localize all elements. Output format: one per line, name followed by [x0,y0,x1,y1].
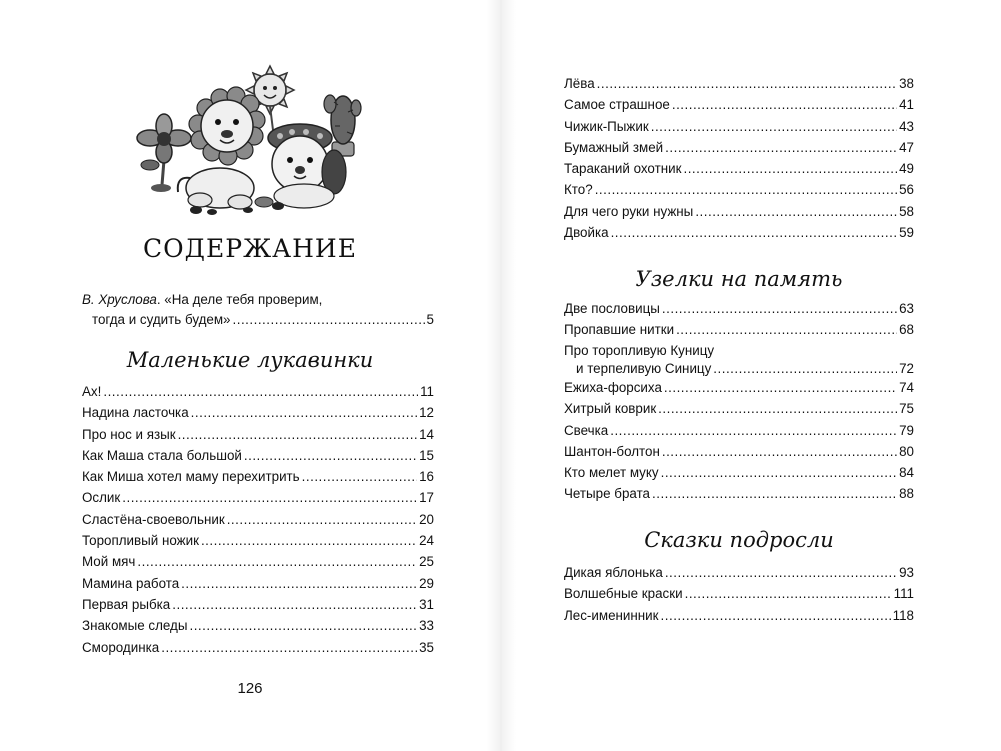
leader-dots [302,466,417,487]
leader-dots [201,530,417,551]
toc-item-page: 49 [899,161,914,177]
toc-item-page: 74 [899,380,914,395]
toc-item-page: 93 [899,565,914,580]
toc-item-page: 47 [899,139,914,155]
cactus-drawing [324,95,361,156]
leader-dots [597,73,897,94]
leader-dots [676,319,897,340]
toc-item-title: Бумажный змей [564,139,664,155]
toc-item-title: Надина ласточка [82,405,189,421]
leader-dots [665,137,897,158]
toc-item-page: 35 [419,639,434,655]
toc-item[interactable] [564,441,914,462]
contents-title: СОДЕРЖАНИЕ [143,234,357,263]
toc-item[interactable] [82,530,434,551]
toc-item-title: Знакомые следы [82,618,188,634]
lion-drawing [178,87,265,209]
page-number: 126 [237,680,263,697]
leader-dots [137,551,417,572]
leader-dots [683,158,897,179]
toc-item-title: Ослик [82,490,121,506]
leader-dots [181,573,417,594]
toc-item-page: 41 [899,97,914,113]
toc-item[interactable] [564,605,914,626]
toc-item-title: Торопливый ножик [82,533,199,549]
toc-item-page: 118 [892,607,914,623]
toc-item-title: Мамина работа [82,575,180,591]
leader-dots [662,441,897,462]
toc-item[interactable] [82,402,434,423]
toc-item[interactable] [82,573,434,594]
leader-dots [227,509,417,530]
toc-item[interactable] [564,583,914,604]
toc-item-title: Пропавшие нитки [564,322,675,338]
toc-list-section1-continued [564,73,914,243]
toc-item-page: 68 [899,322,914,338]
toc-item-page: 29 [419,575,434,591]
toc-item-title: Чижик-Пыжик [564,118,649,134]
toc-item-line-2 [564,360,914,378]
toc-item-title-line-2: и терпеливую Синицу [576,361,712,376]
toc-item-title: Две пословицы [564,301,660,316]
leader-dots [661,462,898,483]
leader-dots [191,402,417,423]
toc-item-page: 84 [899,465,914,481]
lion-and-bear-illustration [128,60,368,218]
leader-dots [189,615,417,636]
toc-item-title: Тараканий охотник [564,161,682,177]
toc-item-title: Четыре брата [564,486,650,502]
toc-item-page: 111 [893,586,914,602]
toc-item-page: 59 [899,225,914,241]
toc-item-page: 88 [899,486,914,502]
toc-item-title: Кто? [564,182,593,198]
toc-item-page: 20 [419,511,434,527]
toc-item-page: 38 [899,76,914,91]
toc-item-title: Волшебные краски [564,586,683,602]
leader-dots [661,605,891,626]
leader-dots [672,94,897,115]
intro-title-line-2: тогда и судить будем» [92,312,231,327]
leader-dots [103,381,418,402]
toc-item[interactable] [82,466,434,487]
toc-item[interactable] [564,137,914,158]
leader-dots [233,310,425,330]
leader-dots [172,594,417,615]
toc-item-title: Хитрый коврик [564,401,657,417]
right-page [500,0,1001,751]
toc-item[interactable] [564,398,914,419]
toc-item[interactable] [82,637,434,658]
leader-dots [651,116,897,137]
toc-item-title: Мой мяч [82,554,136,570]
toc-list-section2-continued [564,377,914,505]
toc-item-title: Сластёна-своевольник [82,511,225,527]
toc-item[interactable] [82,594,434,615]
toc-item-page: 16 [419,469,434,485]
toc-item[interactable] [564,158,914,179]
toc-item-page: 75 [899,401,914,417]
toc-item-title: Про нос и язык [82,426,176,442]
toc-item-page: 14 [419,426,434,442]
toc-item-title: Как Миша хотел маму перехитрить [82,469,300,485]
toc-item[interactable] [564,462,914,483]
toc-item-page: 33 [419,618,434,634]
leader-dots [161,637,417,658]
leader-dots [178,424,418,445]
toc-item[interactable] [82,509,434,530]
leader-dots [695,201,897,222]
toc-item[interactable] [82,381,434,402]
toc-item-title: Смородинка [82,639,160,655]
intro-page-number: 5 [426,312,434,327]
toc-item-title: Лёва [564,76,595,91]
toc-item[interactable] [564,377,914,398]
toc-item-page: 15 [419,447,434,463]
toc-item-title: Как Маша стала большой [82,447,242,463]
toc-item[interactable] [82,424,434,445]
section-title-uzelki-na-pamyat: Узелки на память [635,267,843,291]
toc-item-page: 24 [419,533,434,549]
toc-item-title: Лес-именинник [564,607,659,623]
toc-item-title: Самое страшное [564,97,670,113]
leader-dots [610,420,897,441]
toc-item-title: Дикая яблонька [564,565,663,580]
toc-item-page: 12 [419,405,434,421]
toc-item-page: 31 [419,596,434,612]
left-page [0,0,500,751]
toc-item[interactable] [564,116,914,137]
flower-drawing [137,114,191,192]
section-title-skazki-podrosli: Сказки подросли [644,528,834,552]
toc-item-page: 56 [899,182,914,198]
toc-item-page: 72 [899,361,914,376]
toc-item-page: 80 [899,443,914,459]
toc-item-page: 25 [419,554,434,570]
toc-item-kunitsa-sinitsa[interactable] [564,342,914,378]
toc-item[interactable] [564,179,914,200]
toc-item-page: 63 [899,301,914,316]
toc-item[interactable] [564,298,914,319]
toc-item-title-line-1: Про торопливую Куницу [564,343,715,358]
leader-dots [658,398,897,419]
leader-dots [122,487,417,508]
toc-item[interactable] [564,201,914,222]
toc-item[interactable] [82,615,434,636]
toc-item[interactable] [82,445,434,466]
intro-line-1 [82,290,434,310]
leader-dots [713,360,897,378]
toc-item-page: 17 [419,490,434,506]
toc-item-title: Ежиха-форсиха [564,380,662,395]
intro-author: В. Хруслова [82,292,157,307]
toc-item[interactable] [564,319,914,340]
toc-item-title: Двойка [564,225,609,241]
leader-dots [662,298,897,319]
intro-line-2 [82,310,434,330]
leader-dots [244,445,417,466]
leader-dots [595,179,897,200]
toc-item-title: Свечка [564,422,609,438]
intro-entry[interactable] [82,290,434,330]
toc-item[interactable] [564,94,914,115]
leader-dots [685,583,892,604]
intro-title-line-1: . «На деле тебя проверим, [156,292,323,307]
toc-item[interactable] [82,487,434,508]
toc-list-section3 [564,562,914,626]
toc-item-page: 11 [420,384,434,399]
toc-item[interactable] [564,73,914,94]
leader-dots [652,483,897,504]
leader-dots [664,377,897,398]
toc-item-title: Для чего руки нужны [564,203,694,219]
toc-item-page: 58 [899,203,914,219]
toc-item-title: Ах! [82,384,102,399]
toc-item[interactable] [564,562,914,583]
toc-item-title: Шантон-болтон [564,443,660,459]
toc-list-section2 [564,298,914,341]
toc-item-page: 43 [899,118,914,134]
toc-item[interactable] [82,551,434,572]
toc-list-section1 [82,381,434,658]
toc-item-title: Первая рыбка [82,596,171,612]
toc-item[interactable] [564,420,914,441]
toc-item-title: Кто мелет муку [564,465,659,481]
toc-item-page: 79 [899,422,914,438]
toc-item[interactable] [564,483,914,504]
section-title-malenkie-lukavinki: Маленькие лукавинки [126,348,374,372]
leader-dots [665,562,897,583]
toc-item[interactable] [564,222,914,243]
leader-dots [611,222,898,243]
two-line-entry [564,342,914,378]
